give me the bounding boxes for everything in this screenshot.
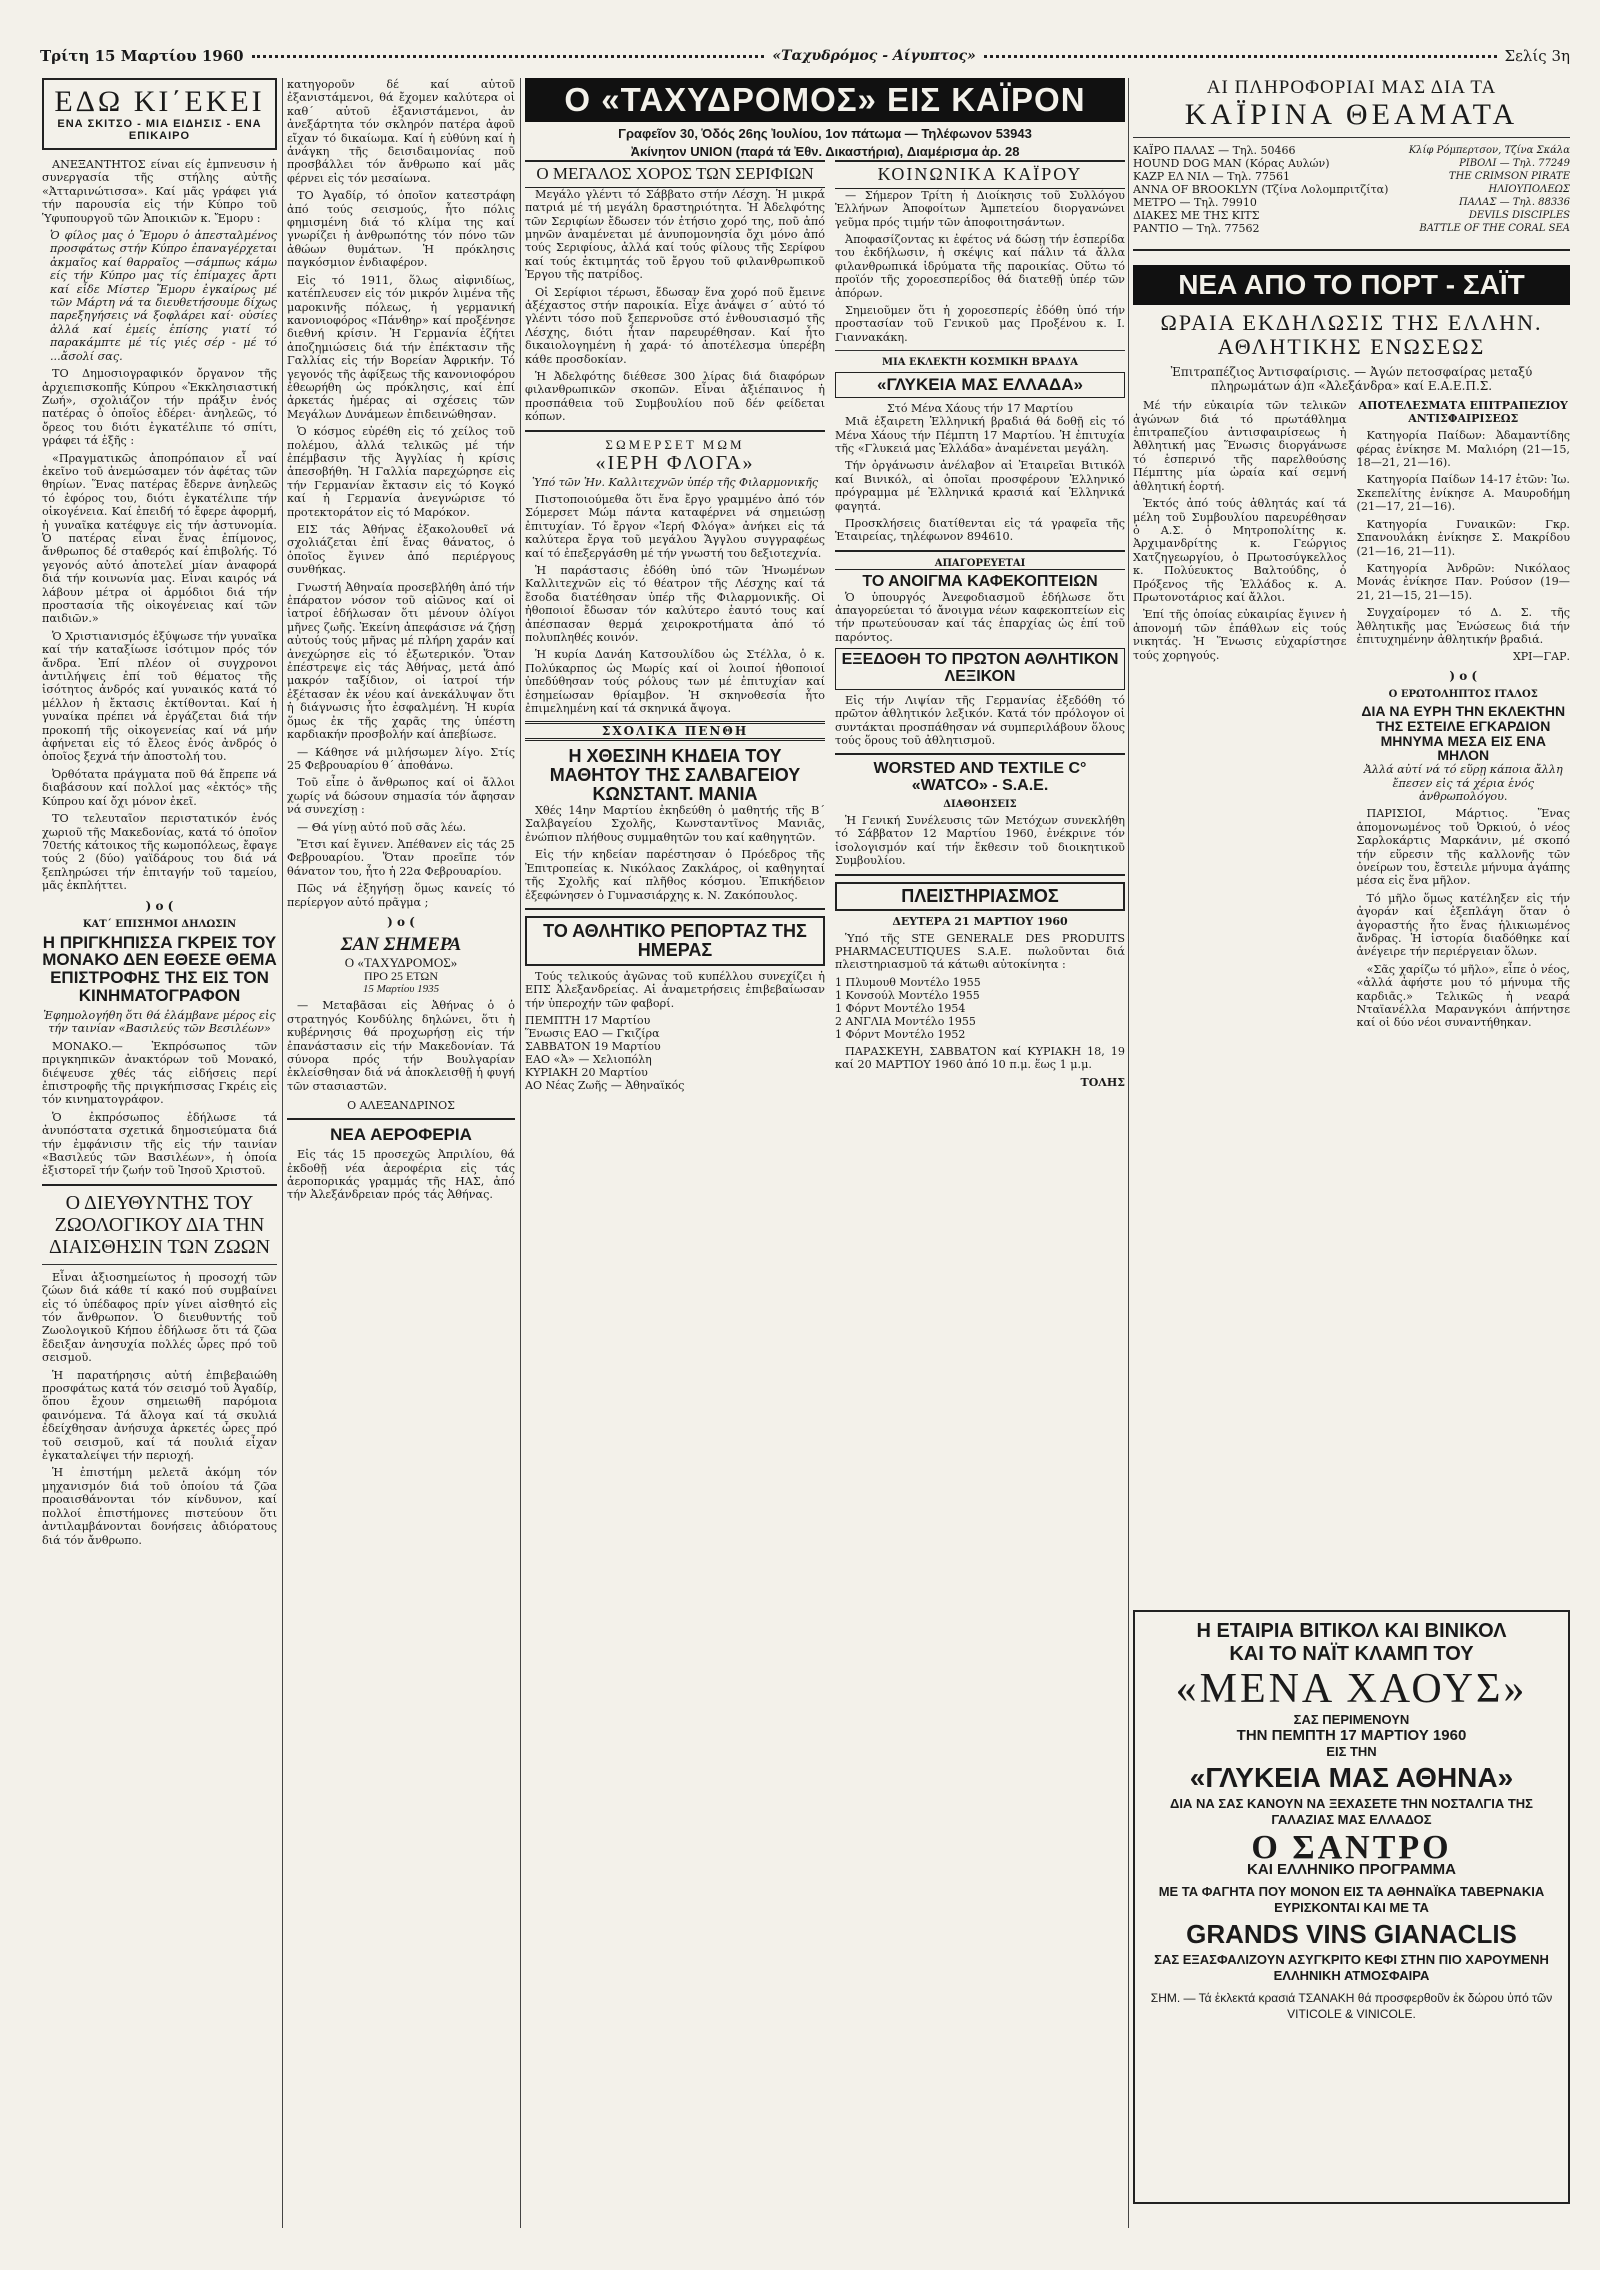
ad-line: ΜΕ ΤΑ ΦΑΓΗΤΑ ΠΟΥ ΜΟΝΟΝ ΕΙΣ ΤΑ ΑΘΗΝΑΪΚΑ ΤΑΒΕΡΝΑΚΙΑ ΕΥΡΙΣΚΟΝΤΑΙ ΚΑΙ ΜΕ ΤΑ xyxy=(1158,1884,1545,1915)
article-paragraph: Ἡ παρατήρησις αὐτή ἐπιβεβαιώθη προσφάτως κατά τόν σεισμό τοῦ Ἀγαδίρ, ὅπου ἔχουν σημειωθῆ παρόμοια φαινόμενα. Τά ἄλογα καί τά σκυλιά ἐδείχθησαν ἀνήσυχα ἀρκετές ὧρες πρό τοῦ σεισμοῦ, καί τά πουλιά εἶχαν ἐγκαταλείψει τήν περιοχή. xyxy=(42,1368,277,1463)
fixture-line: ΕΑΟ «Ἀ» — Χελιοπόλη xyxy=(525,1052,652,1066)
article-paragraph: κατηγοροῦν δέ καί αὐτοῦ ἐξανιστάμενοι, θά ἔχομεν καλύτερα οἱ καθ΄ αὐτοῦ ἐξανιστάμενοι, ἀν ἀνεξάρτητα τόν σκληρόν πατέρα ἀφοῦ εἴχαν τό δικαίωμα. Καί ἡ εὐθύνη καί ἡ ἀνάγκη τῆς δεισιδαιμονίας ποῦ προσβάλλει τόν ἄνθρωπο καί μᾶς φέρνει εἰς τόν μεσαίωνα. xyxy=(287,78,515,185)
cinema-film: Κλίφ Ρόμπερτσον, Τζίνα Σκάλα xyxy=(1408,144,1570,156)
cinema-name: ΔΙΑΚΕΣ ΜΕ ΤΗΣ ΚΙΤΣ xyxy=(1133,208,1260,222)
article-paragraph: Ἡ Γενική Συνέλευσις τῶν Μετόχων συνεκλήθη τό Σάββατον 12 Μαρτίου 1960, ἐνέκρινε τόν ἰσολογισμόν καί τήν ἔκθεσιν τοῦ διοικητικοῦ Συμβουλίου. xyxy=(835,814,1125,868)
article-paragraph: ΕΙΣ τάς Ἀθήνας ἐξακολουθεῖ νά σχολιάζεται ἐπί ἔνας θάνατος, ὁ ὁποῖος ἔγινεν ἀπό περιέργους συνθήκας. xyxy=(287,523,515,577)
cinema-film: ΗΛΙΟΥΠΟΛΕΩΣ xyxy=(1488,183,1570,195)
cinema-row xyxy=(1133,222,1570,235)
article-paragraph: Μεγάλο γλέντι τό Σάββατο στήν Λέσχη. Ἡ μικρά πατριά μέ τή μεγάλη δραστηριότητα. Ἡ Ἀδελφότης τῶν Σεριφίων ἔδωσεν τόν ἐτήσιο χορό της, ποῦ ἀπό μηνῶν ἀναμένεται μέ ἀνυπομονησία ὄχι μόνο ἀπό τούς Σεριφίους, ἀλλά καί τούς φίλους τῆς Σερίφου καί τούς ἐκτιμητάς τοῦ ἔργου τοῦ φιλανθρωπικοῦ Ἐργου τῆς πατρίδος. xyxy=(525,187,825,282)
article-paragraph: Ὁ κόσμος εὑρέθη εἰς τό χείλος τοῦ πολέμου, ἀλλά τελικῶς μέ τήν ἐπέμβασιν τῆς Ἀγγλίας ἡ κρίσις ἀπεσοβήθη. Ἡ Γαλλία παρεχώρησε εἰς τήν Γερμανίαν ἔκτασιν εἰς τό Κογκό καί ἡ Γερμανία ἀνεγνώρισε τό προτεκτοράτον εἰς τό Μαρόκον. xyxy=(287,425,515,519)
headline: Η ΧΘΕΣΙΝΗ ΚΗΔΕΙΑ ΤΟΥ ΜΑΘΗΤΟΥ ΤΗΣ ΣΑΛΒΑΓΕΙΟΥ ΚΩΝΣΤΑΝΤ. ΜΑΝΙΑ xyxy=(549,746,801,805)
headline: ΩΡΑΙΑ ΕΚΔΗΛΩΣΙΣ ΤΗΣ ΕΛΛΗΝ. ΑΘΛΗΤΙΚΗΣ ΕΝΩΣΕΩΣ xyxy=(1160,309,1543,360)
column-rule xyxy=(282,78,283,2228)
poem: Ὁ φίλος μας ὁ Ἔμορυ ὁ ἀπεσταλμένος προσφάτως στήν Κύπρο ἐπαναγέρχεται ἀκμαῖος καί θαρραῖος —σάμπως κάμω είς τήν Κύπρο μας τίς ἐπίμαχες ἄρτι καί εἶδε Μίστερ Ἔμορυ ἐγκαίρως μέ τῶν Μάρτη νά τα διευθετήσουμε δίχως παρεξηγήσεις νά ξοφλάρει καί· οὐσίες ἀλλά καί ἐμείς ἐπίσης γιατί τό παρακάμπτε μέ τίς γιές σέρ - μέ τό ...ἄσολί σας. xyxy=(50,229,277,363)
article-paragraph: Τό μῆλο ὅμως κατέληξεν εἰς τήν ἀγοράν καί ἐξεπλάγη ὅταν ὁ ἀγοραστής ἦτο ἕνας ἡλικιωμένος ἄνδρας. Ἡ ἱστορία διαδόθηκε καί ἀνέγειρε τήν περιέργειαν ὅλων. xyxy=(1356,891,1570,959)
cinema-row xyxy=(1133,196,1570,209)
auction-item: 1 Φόρντ Μοντέλο 1954 xyxy=(835,1001,966,1015)
headline-kicker: Ο ΕΡΩΤΟΛΗΠΤΟΣ ΙΤΑΛΟΣ xyxy=(1388,689,1538,701)
cinema-row xyxy=(1133,183,1570,196)
article-paragraph: Ὁ Χριστιανισμός ἐξύψωσε τήν γυναῖκα καί τήν καταξίωσε ἰσότιμον πρός τόν ἄνδρα. Ἐπί πλέον οἱ συγχρονοι ἀντιλήψεις ἐπί τοῦ θέματος τῆς ἰσότητος ἀνδρός καί γυναικός κατά τό μέλλον ἡ ἔκτασις ἐκτίθονται. Καί ἡ γυναίκα πρέπει νά ἐργάζεται διά τήν προκοπή τῆς οἰκογενείας καί νά μήν ἀφήνεται εἰς τό ἔλεος ἑνός ἀνδρός ὁ ὁποῖος ξεχνά τήν ἀποστολή του. xyxy=(42,629,277,764)
column-title: ΕΔΩ ΚΙ΄ΕΚΕΙ xyxy=(54,85,265,118)
headline-deck: Ἐπιτραπέζιος Ἀντισφαίρισις. — Ἀγών πετοσφαίρας μεταξύ πληρωμάτων ά)π «Ἀλεξάνδρα» καί Ε.Α.Ε.Π.Σ. xyxy=(1170,365,1533,394)
divider xyxy=(1133,249,1570,251)
section-heading: ΑΙ ΠΛΗΡΟΦΟΡΙΑΙ ΜΑΣ ΔΙΑ ΤΑ xyxy=(1206,78,1497,98)
headline: ΠΛΕΙΣΤΗΡΙΑΣΜΟΣ xyxy=(835,882,1125,911)
article-paragraph: «Σᾶς χαρίζω τό μῆλο», εἶπε ὁ νέος, «ἀλλά ἀφήστε μου τό μήνυμα τῆς καρδιᾶς.» Τελικῶς ἡ νεαρά Νταϊανέλλα Μαρανγκόνι ἀπήντησε καί οἱ δύο νέοι συναντήθηκαν. xyxy=(1356,962,1570,1030)
article-paragraph: Ἡ Ἀδελφότης διέθεσε 300 λίρας διά διαφόρων φιλανθρωπικῶν σκοπῶν. Εἶναι ἀξιέπαινος ἡ προσπάθεια τοῦ Συμβουλίου ποῦ δέν φείδεται κόπων. xyxy=(525,369,825,424)
article-paragraph: ΤΟ τελευταῖον περιστατικόν ἐνός χωριοῦ τῆς Μακεδονίας, κατά τό ὁποῖον 70ετής κάτοικος τῆς κωμοπόλεως, ἔφαγε τούς 2 (δύο) γαϊδάρους του διά νά ξεπληρώσει τήν ἐπιταγήν τοῦ ταμείου, μᾶς ἐκπλήττει. xyxy=(42,812,277,893)
headline: ΝΕΑ ΑΕΡΟΦΕΡΙΑ xyxy=(330,1125,472,1145)
column-subtitle: ΕΝΑ ΣΚΙΤΣΟ - ΜΙΑ ΕΙΔΗΣΙΣ - ΕΝΑ ΕΠΙΚΑΙΡΟ xyxy=(57,118,262,142)
section-rubric: ΣΧΟΛΙΚΑ ΠΕΝΘΗ xyxy=(525,721,825,741)
cinema-row xyxy=(1133,157,1570,170)
result-paragraph: Κατηγορία Παίδων 14-17 ἐτῶν: Ἰω. Σκεπελίτης ἐνίκησε Α. Μαυροδήμη (21—17, 21—16). xyxy=(1356,473,1570,514)
banner-address: Ἀκίνητον UNION (παρά τά Ἐθν. Δικαστήρια), Διαμέρισμα ἀρ. 28 xyxy=(630,144,1020,159)
article-paragraph: ΠΑΡΙΣΙΟΙ, Μάρτιος. Ἕνας ἀπομονωμένος τοῦ Ὀρκιού, ὁ νέος Σαρλοκάρτις Μαρκάνιν, μέ σκοπό τήν εὕρεσιν τῆς καλλονῆς τῶν ὀνείρων του, ἔστειλε μήνυμα ἀγάπης μέσα εἰς ἕνα μῆλον. xyxy=(1356,807,1570,888)
ad-line: ΚΑΙ ΤΟ ΝΑΪΤ ΚΛΑΜΠ ΤΟΥ xyxy=(1229,1643,1474,1665)
column-3 xyxy=(525,160,825,2228)
article-paragraph: Μιᾶ ἐξαιρετη Ἑλληνική βραδιά θά δοθῇ εἰς τό Μένα Χάους τήν Πέμπτη 17 Μαρτίου. Ἡ ἐπιτυχία τῆς «Γλυκειά μας Ἑλλάδα» ἀναμένεται μεγάλη. xyxy=(835,415,1125,455)
separator: ) ο ( xyxy=(145,898,174,913)
result-paragraph: Κατηγορία Παίδων: Ἀδαμαντίδης φέρας ἐνίκησε Μ. Μαλιόρη (21—15, 18—21, 21—16). xyxy=(1356,429,1570,470)
headline-deck: Ἐφημολογήθη ὅτι θά ἐλάμβανε μέρος εἰς τήν ταινίαν «Βασιλεύς τῶν Βεσιλέων» xyxy=(43,1008,276,1036)
cinema-film: ΡΙΒΟΛΙ — Τηλ. 77249 xyxy=(1459,157,1570,169)
article-paragraph: — Θά γίνῃ αὐτό ποῦ σᾶς λέω. xyxy=(297,820,467,834)
article-paragraph: Εἶναι ἀξιοσημείωτος ἡ προσοχή τῶν ζώων διά κάθε τί κακό πού συμβαίνει εἰς τό ὑπέδαφος πρίν γίνει αἰσθητό εἰς τόν ἄνθρωπον. Ὁ διευθυντής τοῦ Ζωολογικοῦ Κήπου ἐδήλωσε ὅτι τά ζῶα ἔδειξαν ἀνησυχία πολλές ὧρες πρό τοῦ σεισμοῦ. xyxy=(42,1270,277,1365)
auction-item: 1 Πλυμουθ Μοντέλο 1955 xyxy=(835,975,981,989)
headline: ΤΟ ΑΘΛΗΤΙΚΟ ΡΕΠΟΡΤΑΖ ΤΗΣ ΗΜΕΡΑΣ xyxy=(525,916,825,966)
cinema-name: ANNA OF BROOKLYN (Τζίνα Λολομπριτζίτα) xyxy=(1133,182,1389,196)
result-paragraph: Κατηγορία Γυναικῶν: Γκρ. Σπανουλάκη ἐνίκησε Σ. Μακρίδου (21—16, 21—11). xyxy=(1356,517,1570,558)
headline-kicker: ΣΩΜΕΡΣΕΤ ΜΩΜ xyxy=(605,436,745,452)
divider xyxy=(42,1264,277,1265)
article-paragraph: Τούς τελικούς ἀγῶνας τοῦ κυπέλλου συνεχίζει ἡ ΕΠΣ Ἀλεξανδρείας. Αἱ ἀναμετρήσεις ἐπιβεβαίωσαν τήν ὑπεροχήν τῶν φαβορί. xyxy=(525,969,825,1010)
cinema-row xyxy=(1133,144,1570,157)
fixture-line: ΠΕΜΠΤΗ 17 Μαρτίου xyxy=(525,1013,651,1027)
ad-line: ΤΗΝ ΠΕΜΠΤΗ 17 ΜΑΡΤΙΟΥ 1960 xyxy=(1236,1727,1467,1744)
headline: «ΙΕΡΗ ΦΛΟΓΑ» xyxy=(595,451,755,474)
article-paragraph: — Μεταβᾶσαι εἰς Ἀθήνας ὁ ὁ στρατηγός Κονδύλης δηλώνει, ὅτι ἡ κυβέρνησις θά προχωρήσῃ εἰς τήν ἐπανάστασιν εἰς τήν Μακεδονίαν. Τά σύνορα πρός τήν Βουλγαρίαν ἐκλείσθησαν διά νά ἀποκλεισθῇ ἡ φυγή τῶν στασιαστῶν. xyxy=(287,999,515,1093)
article-paragraph: Ὁ ὑπουργός Ἀνεφοδιασμοῦ ἐδήλωσε ὅτι ἀπαγορεύεται τό ἄνοιγμα νέων καφεκοπτείων εἰς τήν πρωτεύουσαν καί τάς ἐπαρχίας ὡς ἐπί τοῦ παρόντος. xyxy=(835,590,1125,644)
column-2 xyxy=(287,78,515,2228)
divider xyxy=(525,908,825,910)
column-4 xyxy=(835,160,1125,2228)
article-paragraph: Μέ τήν εὐκαιρία τῶν τελικῶν ἀγώνων διά τό πρωτάθλημα ἐπιτραπεζίου ἀντισφαιρίσεως ἡ Ἀθλητική μας Ἕνωσις διοργάνωσε τό ἑσπερινό τῆς παρελθούσης Πέμπτης μία ὡραία καί σεμνή ἀθλητική ἑορτή. xyxy=(1133,399,1347,493)
divider xyxy=(525,430,825,432)
result-paragraph: Κατηγορία Ἀνδρῶν: Νικόλαος Μονάς ἐνίκησε Παν. Ρούσον (19—21, 21—15, 21—15). xyxy=(1356,561,1570,602)
result-paragraph: Συγχαίρομεν τό Δ. Σ. τῆς Ἀθλητικῆς μας Ἑνώσεως διά τήν ἐπιτυχημένην ἀθλητικήν βραδιά. xyxy=(1356,606,1570,646)
article-paragraph: Τήν ὀργάνωσιν ἀνέλαβον αἱ Ἐταιρεῖαι Βιτικόλ καί Βινικόλ, αἱ ὁποῖαι προσφέρουν Ἑλληνικό πρόγραμμα μέ Ἑλληνικά κρασιά καί Ἑλληνικά φαγητά. xyxy=(835,459,1125,513)
ad-line: ΣΑΣ ΕΞΑΣΦΑΛΙΖΟΥΝ ΑΣΥΓΚΡΙΤΟ ΚΕΦΙ ΣΤΗΝ ΠΙΟ ΧΑΡΟΥΜΕΝΗ ΕΛΛΗΝΙΚΗ ΑΤΜΟΣΦΑΙΡΑ xyxy=(1154,1952,1549,1983)
masthead-rule-left xyxy=(252,55,765,58)
advertisement-wrapper xyxy=(1133,1610,1570,2200)
section-date: 15 Μαρτίου 1935 xyxy=(362,983,440,996)
signature: Ο ΑΛΕΞΑΝΔΡΙΝΟΣ xyxy=(347,1099,455,1113)
article-paragraph: ΤΟ Δημοσιογραφικόν ὄργανον τῆς ἀρχιεπισκοπῆς Κύπρου «Ἐκκλησιαστική Ζωή», σχολιάζον τήν πράξιν ἑνός πατέρας ὁ ὁποῖος ἐδέρει· ἀνηλεῶς, τό ὄρεος του διότι ἐγκατέλιπε τό σπίτι, γράφει τά ἑξῆς : xyxy=(42,367,277,448)
masthead-page-number: Σελίς 3η xyxy=(1504,47,1570,65)
banner-title: Ο «ΤΑΧΥΔΡΟΜΟΣ» ΕΙΣ ΚΑΪΡΟΝ xyxy=(525,78,1125,122)
column-1 xyxy=(42,78,277,2228)
headline: ΤΟ ΑΝΟΙΓΜΑ ΚΑΦΕΚΟΠΤΕΙΩΝ xyxy=(862,572,1098,590)
cinema-listings xyxy=(1133,144,1570,235)
fixture-line: ΚΥΡΙΑΚΗ 20 Μαρτίου xyxy=(525,1065,648,1079)
article-paragraph: Πῶς νά ἐξηγήσῃ ὅμως κανείς τό περίεργον αὐτό πρᾶγμα ; xyxy=(287,882,515,909)
article-paragraph: Ἀποφασίζοντας κι ἐφέτος νά δώσῃ τήν ἑσπερίδα του ἐκδήλωσιν, ἡ σκέψις καί πάλιν τά ἄλλα φιλανθρωπικά ἱδρύματα τῆς παροικίας. Οὕτω τό προϊόν τῆς χοροεσπερίδος θά διατεθῇ ὑπέρ τῶν ἀπόρων. xyxy=(835,233,1125,300)
cinema-name: HOUND DOG MAN (Κόρας Αυλών) xyxy=(1133,156,1330,170)
article-paragraph: Ἡ κυρία Δανάη Κατσουλίδου ὡς Στέλλα, ὁ κ. Πολύκαρπος ὡς Μωρίς καί οἱ λοιποί ἠθοποιοί ὑπεδύθησαν τούς ρόλους των μέ ἐπιτυχίαν καί ἐσημείωσαν θρίαμβον. Ἡ σκηνοθεσία ἦτο ἐπιμελημένη καί τά σκηνικά ἄψογα. xyxy=(525,648,825,715)
office-banner xyxy=(525,78,1125,162)
headline-kicker: ΚΑΤ΄ ΕΠΙΣΗΜΟΙ ΔΗΛΩΣΙΝ xyxy=(82,918,237,930)
article-paragraph: ΠΑΡΑΣΚΕΥΗ, ΣΑΒΒΑΤΟΝ καί ΚΥΡΙΑΚΗ 18, 19 καί 20 ΜΑΡΤΙΟΥ 1960 ἀπό 10 π.μ. ἕως 1 μ.μ. xyxy=(835,1044,1125,1072)
divider xyxy=(835,550,1125,552)
company-name: WORSTED AND TEXTILE C° «WATCO» - S.A.E. xyxy=(873,760,1087,795)
cinema-film: BATTLE OF THE CORAL SEA xyxy=(1419,222,1570,234)
headline-deck: Ὑπό τῶν Ἡν. Καλλιτεχνῶν ὑπέρ τῆς Φιλαρμονικῆς xyxy=(532,475,818,489)
section-heading: ΚΑΪΡΙΝΑ ΘΕΑΜΑΤΑ xyxy=(1184,97,1519,131)
article-paragraph: Ὁ ἐκπρόσωπος ἐδήλωσε τά ἀνυπόστατα σχετικά δημοσιεύματα διά τήν ἐμφάνισιν τῆς εἰς τήν ταινίαν «Βασιλεύς τῶν Βασιλέων», ἡ ὁποία ἐξιστορεῖ τήν ζωήν τοῦ Ἰησοῦ Χριστοῦ. xyxy=(42,1110,277,1178)
ad-note: ΣΗΜ. — Τά ἐκλεκτά κρασιά ΤΣΑΝΑΚΗ θά προσφερθοῦν ἐκ δώρου ὑπό τῶν VITICOLE & VINICOLE. xyxy=(1150,1991,1553,2021)
masthead-rule-right xyxy=(984,55,1497,58)
banner-address: Γραφεῖον 30, Ὁδός 26ης Ἰουλίου, 1ον πάτωμα — Τηλέφωνον 53943 xyxy=(618,126,1032,141)
article-paragraph: Ὀρθότατα πράγματα ποῦ θά ἔπρεπε νά διαβάσουν καί πολλοί μας «ἐκτός» τῆς Κύπρου καί ὄχι μόνον ἐκεῖ. xyxy=(42,767,277,808)
article-paragraph: Προσκλήσεις διατίθενται εἰς τά γραφεῖα τῆς Ἑταιρείας, τηλέφωνον 894610. xyxy=(835,516,1125,544)
article-paragraph: Σημειοῦμεν ὅτι ἡ χοροεσπερίς ἐδόθη ὑπό τήν προστασίαν τοῦ Γενικοῦ μας Προξένου κ. Ι. Γιαννακάκη. xyxy=(835,304,1125,344)
headline-kicker: ΑΠΑΓΟΡΕΥΕΤΑΙ xyxy=(835,558,1125,570)
ad-headline: GRANDS VINS GIANACLIS xyxy=(1186,1919,1517,1949)
article-paragraph: ΑΝΕΞΑΝΤΗΤΟΣ είναι είς ἐμπνευσιν ἡ συνεργασία τῆς στήλης αὐτῆς «Ἀτταρινώτισσα». Καί μᾶς γράφει γιά τήν παρουσία εἰς τήν Κύπρο τοῦ Ὑφυπουργοῦ τῶν Ἀποικιῶν κ. Ἔμορυ : xyxy=(42,158,277,225)
masthead-title: «Ταχυδρόμος - Αίγυπτος» xyxy=(772,48,976,64)
headline: ΚΟΙΝΩΝΙΚΑ ΚΑΪΡΟΥ xyxy=(835,160,1125,189)
masthead xyxy=(40,44,1570,68)
signature: ΧΡΙ—ΓΑΡ. xyxy=(1512,650,1570,664)
article-paragraph: Ἡ ἐπιστήμη μελετᾶ ἀκόμη τόν μηχανισμόν διά τοῦ ὁποίου τά ζῶα προαισθάνονται τόν κίνδυνον, καί πολλοί ἐπιστήμονες πιστεύουν ὅτι ἀντιλαμβάνονται δονήσεις ἀδιόρατους διά τόν ἄνθρωπο. xyxy=(42,1466,277,1547)
sub-column xyxy=(1133,399,1347,1034)
article-paragraph: Τοῦ εἶπε ὁ ἄνθρωπος καί οἱ ἄλλοι χωρίς νά δώσουν σημασία τόν ἄφησαν νά συνεχίσῃ : xyxy=(287,776,515,817)
signature: ΤΟΛΗΣ xyxy=(1080,1075,1125,1089)
article-paragraph: Ἔτσι καί ἔγινεν. Ἀπέθανεν εἰς τάς 25 Φεβρουαρίου. Ὅταν προεῖπε τόν θάνατον του, ἦτο ἡ 22α Φεβρουαρίου. xyxy=(287,837,515,878)
article-paragraph: Ὑπό τῆς STE GENERALE DES PRODUITS PHARMACEUTIQUES S.A.E. πωλοῦνται διά πλειστηριασμοῦ τά κάτωθι αὐτοκίνητα : xyxy=(835,931,1125,972)
article-paragraph: ΤΟ Ἀγαδίρ, τό ὁποῖον κατεστράφη ἀπό τούς σεισμούς, ἦτο πόλις φημισμένη διά τό κλίμα της καί γνωρίζει ἡ ἀνθρωπότης τόν πόνο τῶν ἀθώων θυμάτων. Ἡ πρόκλησις παγκόσμιον ἐνδιαφέρον. xyxy=(287,189,515,270)
headline: ΝΕΑ ΑΠΟ ΤΟ ΠΟΡΤ - ΣΑΪΤ xyxy=(1133,265,1570,305)
two-column-body xyxy=(1133,399,1570,1034)
headline-kicker: ΜΙΑ ΕΚΛΕΚΤΗ ΚΟΣΜΙΚΗ ΒΡΑΔΥΑ xyxy=(882,357,1078,369)
article-paragraph: — Σήμερον Τρίτη ἡ Διοίκησις τοῦ Συλλόγου Ἑλλήνων Ἀποφοίτων Ἀμπετείου διοργανώνει γεῦμα πρός τιμήν τῶν ἀποφοιτησάντων. xyxy=(835,188,1125,229)
headline: Η ΠΡΙΓΚΗΠΙΣΣΑ ΓΚΡΕΙΣ ΤΟΥ ΜΟΝΑΚΟ ΔΕΝ ΕΘΕΣΕ ΘΕΜΑ ΕΠΙΣΤΡΟΦΗΣ ΤΗΣ ΕΙΣ ΤΟΝ ΚΙΝΗΜΑΤΟΓΡΑΦΟΝ xyxy=(42,932,277,1006)
cinema-row xyxy=(1133,209,1570,222)
cinema-name: ΚΑΪΡΟ ΠΑΛΑΣ — Τηλ. 50466 xyxy=(1133,143,1296,157)
article-paragraph: — Κάθησε νά μιλήσωμεν λίγο. Στίς 25 Φεβρουαρίου θ΄ ἀποθάνω. xyxy=(287,745,515,772)
article-paragraph: Εἰς τό 1911, ὅλως αἰφνιδίως, κατέπλευσεν εἰς τόν μικρόν λιμένα τῆς μαροκινῆς πόλεως, ἡ γερμανική κανονιοφόρος «Πάνθηρ» καί προξένησε διεθνή κρίσιν. Ἡ Γερμανία ἐζήτει ἀποζημιώσεις διά τήν ἐπέκτασιν τῆς Γαλλίας εἰς τήν Βορείαν Ἀφρικήν. Τό γεγονός τῆς ἀφίξεως τῆς κανονιοφόρου ἐθεωρήθη ὡς πρόκλησις, καί ἐπί ἀρκετάς ἡμέρας αἱ σχέσεις τῶν Μεγάλων Δυνάμεων ἐπιδεινώθησαν. xyxy=(287,273,515,421)
divider xyxy=(835,874,1125,876)
article-paragraph: Εἰς τήν κηδείαν παρέστησαν ὁ Πρόεδρος τῆς Ἐπιτροπείας κ. Νικόλαος Ζακλάρος, οἱ καθηγηταί τῆς Σχολῆς καί πλῆθος κόσμου. Ἐπικήδειον ἐξεφώνησεν ὁ Γυμνασιάρχης κ. Ν. Ζακόπουλος. xyxy=(525,848,825,902)
auction-item: 1 Κονσούλ Μοντέλο 1955 xyxy=(835,988,980,1002)
headline: ΕΞΕΔΟΘΗ ΤΟ ΠΡΩΤΟΝ ΑΘΛΗΤΙΚΟΝ ΛΕΞΙΚΟΝ xyxy=(835,648,1125,690)
fixture-line: ΑΟ Νέας Ζωῆς — Ἀθηναϊκός xyxy=(525,1078,685,1092)
article-paragraph: Εἰς τάς 15 προσεχῶς Ἀπριλίου, θά ἐκδοθῇ νέα ἀεροφέρια εἰς τάς ἀεροπορικάς γραμμάς τῆς ΗΑΣ, ἀπό τήν Ἀλεξάνδρειαν πρός τάς Ἀθήνας. xyxy=(287,1148,515,1202)
section-subheading: ΠΡΟ 25 ΕΤΩΝ xyxy=(363,969,439,984)
cinema-name: ΡΑΝΤΙΟ — Τηλ. 77562 xyxy=(1133,221,1260,235)
article-paragraph: Γνωστή Ἀθηναία προσεβλήθη ἀπό τήν ἐπάρατον νόσον τοῦ αἰῶνος καί οἱ ἰατροί ἐδήλωσαν ὅτι μένουν ὀλίγοι μῆνες ζωῆς. Ἐκείνη ἀπεφάσισε νά ζήσῃ αὐτούς τούς μῆνας μέ πλήρη χαράν καί ἀνεχώρησε εἰς τό ἐξωτερικόν. Ὅταν ἐπέστρεψε εἰς τάς Ἀθήνας, μετά ἀπό μακρόν ταξίδιον, οἱ ἰατροί τήν ἐξέτασαν ἐκ νέου καί ἀνεκάλυψαν ὅτι ἡ διάγνωσις ἦτο ἐσφαλμένη. Ἡ κυρία ὅμως ἐκ τῆς χαρᾶς της ὑπέστη καρδιακήν προσβολήν καί ἀπεβίωσε. xyxy=(287,580,515,742)
ad-line: ΕΙΣ ΤΗΝ xyxy=(1326,1744,1377,1759)
divider xyxy=(42,1184,277,1186)
ad-line: ΣΑΣ ΠΕΡΙΜΕΝΟΥΝ xyxy=(1293,1712,1410,1727)
cinema-name: ΜΕΤΡΟ — Τηλ. 79910 xyxy=(1133,195,1257,209)
section-subheading: Ο «ΤΑΧΥΔΡΟΜΟΣ» xyxy=(344,954,458,970)
article-paragraph: Ἐπί τῆς ὁποίας εὐκαιρίας ἔγινεν ἡ ἀπονομή τῶν ἐπάθλων εἰς τούς νικητάς. Ἡ Ἕνωσις εὐχαρίστησε τούς χορηγούς. xyxy=(1133,608,1347,662)
divider xyxy=(287,1118,515,1120)
auction-item: 2 ΑΝΓΛΙΑ Μοντέλο 1955 xyxy=(835,1014,976,1028)
auction-item: 1 Φόρντ Μοντέλο 1952 xyxy=(835,1027,966,1041)
ad-line: ΔΙΑ ΝΑ ΣΑΣ ΚΑΝΟΥΝ ΝΑ ΞΕΧΑΣΕΤΕ ΤΗΝ ΝΟΣΤΑΛΓΙΑ ΤΗΣ ΓΑΛΑΖΙΑΣ ΜΑΣ ΕΛΛΑΔΟΣ xyxy=(1170,1796,1533,1827)
ad-headline: «ΜΕΝΑ ΧΑΟΥΣ» xyxy=(1175,1666,1528,1712)
headline: «ΓΛΥΚΕΙΑ ΜΑΣ ΕΛΛΑΔΑ» xyxy=(835,372,1125,398)
results-title: ΑΠΟΤΕΛΕΣΜΑΤΑ ΕΠΙΤΡΑΠΕΖΙΟΥ ΑΝΤΙΣΦΑΙΡΙΣΕΩΣ xyxy=(1358,399,1568,426)
ad-line: ΚΑΙ ΕΛΛΗΝΙΚΟ ΠΡΟΓΡΑΜΜΑ xyxy=(1247,1861,1456,1878)
notice-label: ΔΙΑΘΟΗΣΕΙΣ xyxy=(943,799,1017,810)
section-heading: ΣΑΝ ΣΗΜΕΡΑ xyxy=(340,933,462,955)
notice-date: ΔΕΥΤΕΡΑ 21 ΜΑΡΤΙΟΥ 1960 xyxy=(892,914,1068,928)
column-header-box xyxy=(42,78,277,150)
article-paragraph: «Πραγματικῶς ἀποπρόπαιον εἶ ναί ἐκεῖνο τοῦ ἀνεμώσαμεν τόν ἀφέτας τῶν θηρίων. Ἕνας πατέρας ἔδερνε ἀνηλεῶς τό ἐφόρος του, διότι ἐγκατέλιπε τήν οἰκογένεια. Καί ἐπειδή τό ἔφερε ἀφορμή, ἡ γυναῖκα κατέφυγε εἰς τήν ἀστυνομία. Ὁ πατέρας εἶναι ἕνας ἐπίμονος, ἄνθρωπος δέ σταθερός καί ἐπιβολής. Τό γεγονός αὐτό ἀποτελεί μίαν ἀναφορά διά τήν κοινωνία μας. Εἶναι καιρός νά λάβουν μέτρα οἱ ἁρμόδιοι διά τήν προστασία τῆς οἰκογένειας καί τῶν παιδιῶν.» xyxy=(42,451,277,626)
article-paragraph: Ἡ παράστασις ἐδόθη ὑπό τῶν Ἡνωμένων Καλλιτεχνῶν εἰς τό θέατρον τῆς Λέσχης καί τά ἔσοδα διατέθησαν ὑπέρ τῆς Φιλαρμονικῆς. Οἱ ἠθοποιοί ἔδωσαν τόν καλύτερο ἑαυτό τους καί ἀπέσπασαν θερμά χειροκροτήματα ἀπό τό πολυπληθές κοινόν. xyxy=(525,563,825,644)
separator: ) ο ( xyxy=(387,914,415,929)
separator: ) ο ( xyxy=(1449,669,1478,684)
sub-column xyxy=(1357,399,1571,1034)
headline-deck: Ἀλλά αὐτί νά τό εὕρῃ κάποια ἄλλη ἔπεσεν εἰς τά χέρια ἑνός ἀνθρωπολόγου. xyxy=(1363,763,1563,803)
advertisement xyxy=(1133,1610,1570,2204)
headline: Ο ΔΙΕΥΘΥΝΤΗΣ ΤΟΥ ΖΩΟΛΟΓΙΚΟΥ ΔΙΑ ΤΗΝ ΔΙΑΙΣΘΗΣΙΝ ΤΩΝ ΖΩΩΝ xyxy=(48,1191,271,1258)
divider xyxy=(1133,137,1570,138)
column-rule xyxy=(520,78,521,2228)
fixture-line: Ἕνωσις ΕΑΟ — Γκιζίρα xyxy=(525,1026,660,1040)
headline: Ο ΜΕΓΑΛΟΣ ΧΟΡΟΣ ΤΩΝ ΣΕΡΙΦΙΩΝ xyxy=(525,160,825,188)
ad-line: Η ΕΤΑΙΡΙΑ ΒΙΤΙΚΟΛ ΚΑΙ ΒΙΝΙΚΟΛ xyxy=(1196,1620,1507,1642)
fixture-line: ΣΑΒΒΑΤΟΝ 19 Μαρτίου xyxy=(525,1039,661,1053)
headline-deck: Στό Μένα Χάους τήν 17 Μαρτίου xyxy=(886,402,1073,416)
divider xyxy=(835,350,1125,351)
masthead-date: Τρίτη 15 Μαρτίου 1960 xyxy=(40,47,244,65)
divider xyxy=(835,753,1125,755)
headline: ΔΙΑ ΝΑ ΕΥΡΗ ΤΗΝ ΕΚΛΕΚΤΗΝ ΤΗΣ ΕΣΤΕΙΛΕ ΕΓΚΑΡΔΙΟΝ ΜΗΝΥΜΑ ΜΕΣΑ ΕΙΣ ΕΝΑ ΜΗΛΟΝ xyxy=(1361,703,1566,764)
article-paragraph: Χθές 14ην Μαρτίου ἐκηδεύθη ὁ μαθητής τῆς Β΄ Σαλβαγείου Σχολῆς, Κωνσταντῖνος Μανιᾶς, ἐνώπιον πλήθους συμμαθητῶν του καί καθηγητῶν. xyxy=(525,804,825,844)
article-paragraph: Πιστοποιούμεθα ὅτι ἕνα ἔργο γραμμένο ἀπό τόν Σόμερσετ Μώμ πάντα καταφέρνει νά σημειώσῃ ἐπιτυχίαν. Τό ἔργον «Ἱερή Φλόγα» ἀνήκει εἰς τά καλύτερα ἔργα τοῦ μεγάλου Ἄγγλου συγγραφέως καί τό ἐπεξεργάσθη μέ τήν γνωστή του δεξιοτεχνία. xyxy=(525,492,825,560)
article-paragraph: ΜΟΝΑΚΟ.— Ἐκπρόσωπος τῶν πριγκηπικῶν ἀνακτόρων τοῦ Μονακό, διέψευσε χθές τάς εἰδήσεις περί ἐπιστροφῆς τῆς πριγκήπισσας Γκρέις εἰς τόν κινηματογράφον. xyxy=(42,1039,277,1107)
column-rule xyxy=(1128,78,1129,2228)
article-paragraph: Ἐκτός ἀπό τούς ἀθλητάς καί τά μέλη τοῦ Συμβουλίου παρευρέθησαν ὁ Α.Σ. ὁ Μητροπολίτης κ. Ἀρχιμανδρίτης κ. Γεώργιος Χατζηγεωργίου, ὁ Πρωτοσύγκελλος κ. Πολύευκτος Βαλτούδης, ὁ Πρόξενος τῆς Ἑλλάδος κ. Α. Πρωτονοτάριος καί ἄλλοι. xyxy=(1133,497,1347,604)
cinema-film: ΠΑΛΑΣ — Τηλ. 88336 xyxy=(1459,196,1570,208)
cinema-film: THE CRIMSON PIRATE xyxy=(1448,170,1570,182)
ad-headline: «ΓΛΥΚΕΙΑ ΜΑΣ ΑΘΗΝΑ» xyxy=(1189,1762,1514,1793)
cinema-name: ΚΑΖΡ ΕΛ ΝΙΛ — Τηλ. 77561 xyxy=(1133,169,1290,183)
ad-headline: Ο ΣΑΝΤΡΟ xyxy=(1251,1829,1452,1866)
cinema-film: DEVILS DISCIPLES xyxy=(1468,209,1570,221)
article-paragraph: Εἰς τήν Λιψίαν τῆς Γερμανίας ἐξεδόθη τό πρῶτον ἀθλητικόν λεξικόν. Κατά τόν πρόλογον οἱ συντάκται προσπάθησαν νά συμπεριλάβουν ὅλους τούς ὅρους τοῦ ἀθλητισμοῦ. xyxy=(835,693,1125,747)
cinema-row xyxy=(1133,170,1570,183)
article-paragraph: Οἱ Σερίφιοι τέρωσι, ἔδωσαν ἕνα χορό ποῦ ἔμεινε ἀξέχαστος στήν παροικία. Εἶχε ἀνάψει σ΄ αὐτό τό γλέντι τόσο ποῦ ξεπερνοῦσε στό ἐνθουσιασμό τῆς Λέσχης, διότι ἦταν παρευρέθησαν. Καί ἦτο δικαιολογημένη ἡ χαρά· τό ἀποτέλεσμα ὑπερέβη κάθε προσδοκίαν. xyxy=(525,285,825,366)
